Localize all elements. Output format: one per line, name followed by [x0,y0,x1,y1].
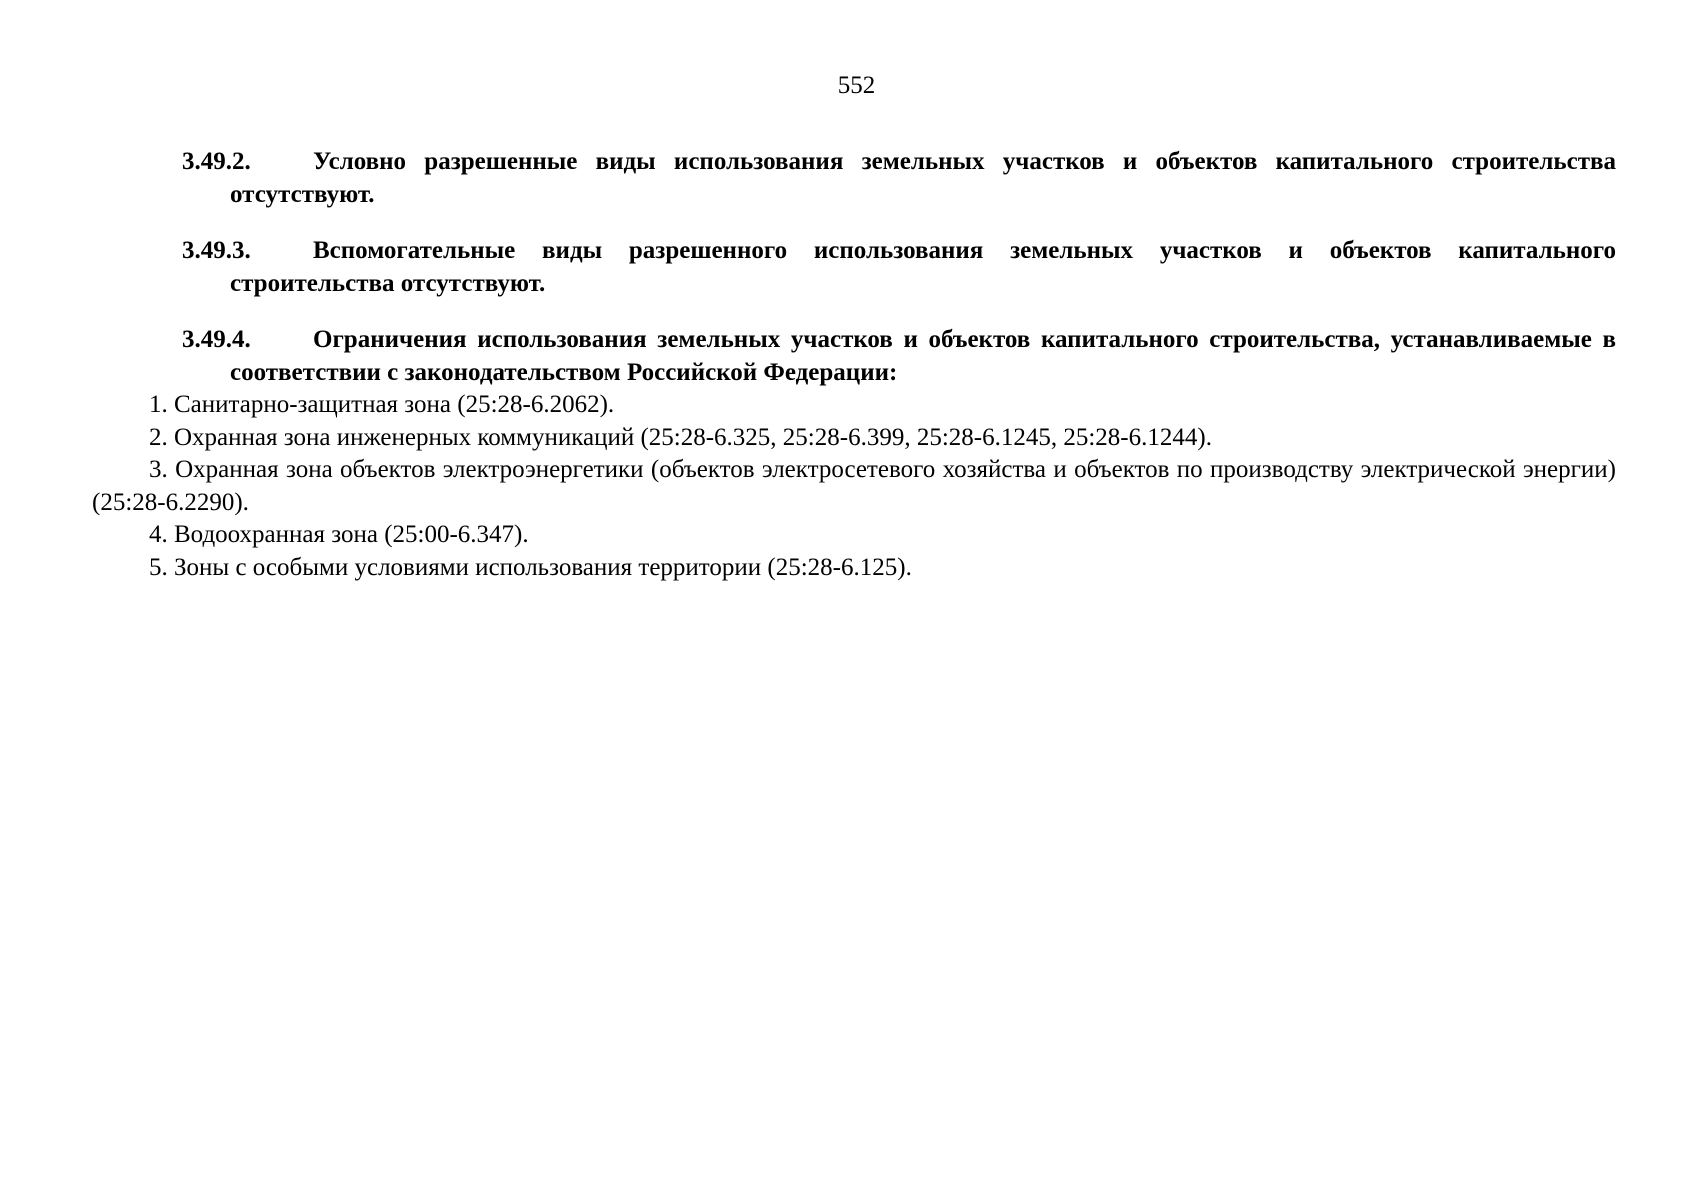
section-3-49-4 [92,324,1616,389]
document-body [92,146,1616,584]
restriction-list-item: 1. Санитарно-защитная зона (25:28-6.2062). [149,391,615,418]
restriction-list-item: 3. Охранная зона объектов электроэнергетики (объектов электросетевого хозяйства и объектов по производству электрической энергии) (25:28-6.2290). [92,456,1616,516]
section-3-49-3 [92,235,1616,300]
section-text: Вспомогательные виды разрешенного использования земельных участков и объектов капитального строительства отсутствуют. [230,237,1616,297]
section-text: Ограничения использования земельных участков и объектов капитального строительства, устанавливаемые в соответствии с законодательством Российской Федерации: [230,326,1616,386]
section-text: Условно разрешенные виды использования земельных участков и объектов капитального строительства отсутствуют. [230,148,1616,208]
restriction-list-item: 4. Водоохранная зона (25:00-6.347). [149,521,529,548]
page-number: 552 [837,72,876,99]
section-number: 3.49.4. [182,326,251,353]
restriction-list-item: 2. Охранная зона инженерных коммуникаций (25:28-6.325, 25:28-6.399, 25:28-6.1245, 25:28-6.1244). [149,423,1212,451]
section-number: 3.49.3. [182,237,251,264]
section-3-49-2 [92,146,1616,211]
restriction-list-item: 5. Зоны с особыми условиями использования территории (25:28-6.125). [149,553,912,581]
section-number: 3.49.2. [182,148,251,175]
